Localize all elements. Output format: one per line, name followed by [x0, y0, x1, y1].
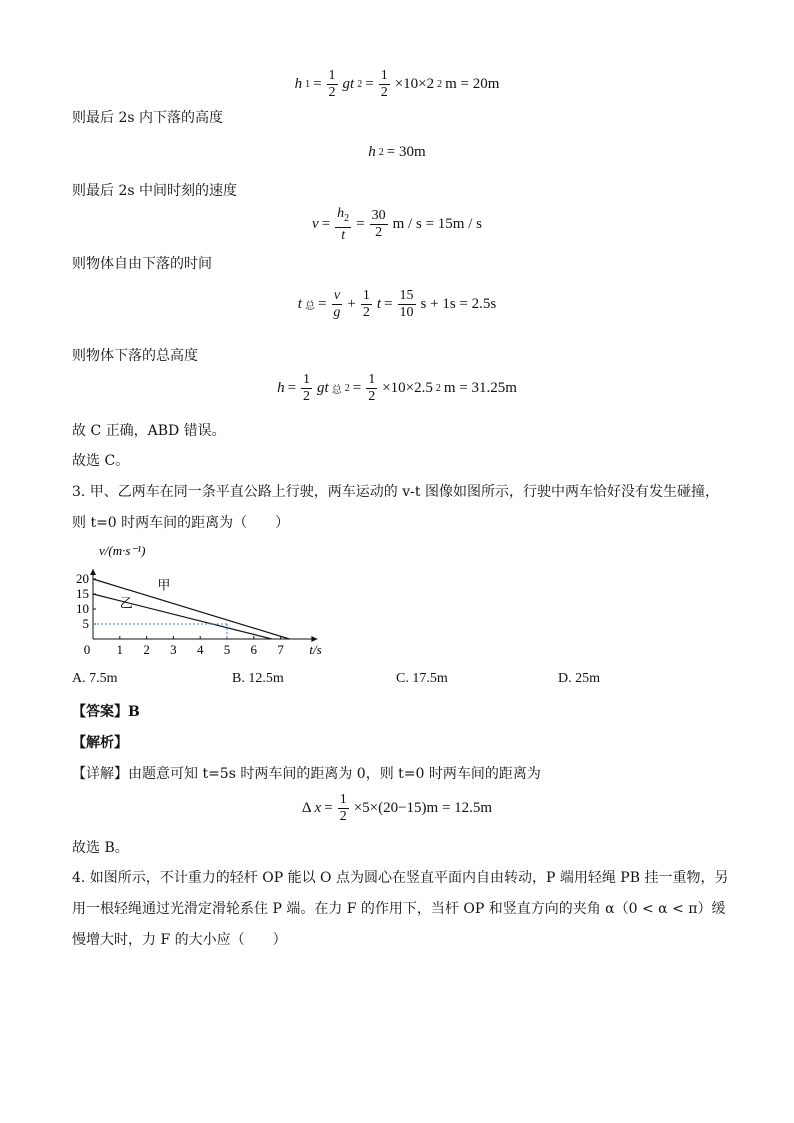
x-tick-label: 5: [223, 642, 231, 657]
eq-result: m = 20m: [445, 76, 500, 92]
text-line: 则物体下落的总高度: [72, 348, 198, 364]
x-tick-label: 1: [116, 642, 124, 657]
eq-term: gt: [342, 76, 355, 92]
eq-symbol: h: [294, 76, 303, 92]
x-tick-label: 7: [277, 642, 284, 657]
text-line: 故选 B。: [72, 840, 129, 856]
equation-v: v = $\frac{h_2}{t}$ = $\frac{30}{2}$ m / s = 15m / s: [312, 206, 482, 243]
x-tick-label: 2: [143, 642, 150, 657]
y-axis-arrow: [90, 569, 96, 575]
question-4-text: 4. 如图所示，不计重力的轻杆 OP 能以 O 点为圆心在竖直平面内自由转动，P 端用轻绳 PB 挂一重物，另: [72, 870, 729, 886]
eq-result: m / s = 15m / s: [392, 216, 482, 233]
y-tick-label: 10: [76, 601, 89, 616]
vt-chart: [68, 541, 328, 663]
equation-dx: Δ x = $\frac{1}{2}$ ×5×(20−15)m = 12.5m: [301, 792, 493, 824]
y-tick-label: 20: [76, 571, 89, 586]
x-tick-label: 4: [196, 642, 204, 657]
question-3-text: 3. 甲、乙两车在同一条平直公路上行驶，两车运动的 v-t 图像如图所示，行驶中两车恰好没有发生碰撞，: [72, 484, 719, 500]
eq-result: m = 31.25m: [443, 380, 517, 396]
equation-h2: h 2 = 30m: [368, 144, 426, 160]
detail-text: 【详解】由题意可知 t=5s 时两车间的距离为 0，则 t=0 时两车间的距离为: [72, 766, 541, 782]
y-tick-label: 15: [76, 586, 89, 601]
series-label-1: 甲: [157, 578, 171, 594]
y-axis-label: v/(m·s⁻¹): [99, 543, 146, 558]
series-label-2: 乙: [119, 596, 133, 612]
eq-term: ×10×2: [394, 76, 435, 92]
x-tick-label: 0: [83, 642, 91, 657]
analysis-label: 【解析】: [72, 735, 128, 751]
option-d[interactable]: D. 25m: [558, 671, 600, 686]
text-line: 则物体自由下落的时间: [72, 256, 212, 272]
equation-h1: h 1 = $\frac{1}{2}$ gt 2 = $\frac{1}{2}$ ×10×2 2 m = 20m: [294, 68, 500, 100]
y-tick-label: 5: [82, 616, 89, 631]
option-b[interactable]: B. 12.5m: [232, 671, 284, 686]
equation-h: h = $\frac{1}{2}$ gt 总 2 = $\frac{1}{2}$ ×10×2.5 2 m = 31.25m: [277, 372, 517, 404]
eq-result: ×5×(20−15)m = 12.5m: [353, 800, 493, 816]
question-4-text: 用一根轻绳通过光滑定滑轮系住 P 端。在力 F 的作用下，当杆 OP 和竖直方向的夹角 α（0 < α < π）缓: [72, 901, 726, 917]
eq-result: s + 1s = 2.5s: [420, 296, 497, 312]
x-tick-label: 3: [170, 642, 177, 657]
text-line: 故选 C。: [72, 453, 130, 469]
option-c[interactable]: C. 17.5m: [396, 671, 448, 686]
eq-subscript: 1: [305, 79, 311, 90]
x-tick-label: 6: [250, 642, 258, 657]
x-axis-label: t/s: [309, 642, 322, 657]
text-line: 则最后 2s 中间时刻的速度: [72, 183, 237, 199]
equation-t: t 总 = $\frac{v}{g}$ + $\frac{1}{2}$ t = $\frac{15}{10}$ s + 1s = 2.5s: [297, 288, 497, 320]
eq-result: = 30m: [386, 144, 426, 160]
question-4-text: 慢增大时，力 F 的大小应（ ）: [72, 932, 287, 948]
question-3-text: 则 t=0 时两车间的距离为（ ）: [72, 515, 290, 531]
text-line: 则最后 2s 内下落的高度: [72, 110, 223, 126]
option-a[interactable]: A. 7.5m: [72, 671, 118, 686]
answer-label: 【答案】B: [72, 704, 140, 720]
text-line: 故 C 正确，ABD 错误。: [72, 423, 226, 439]
